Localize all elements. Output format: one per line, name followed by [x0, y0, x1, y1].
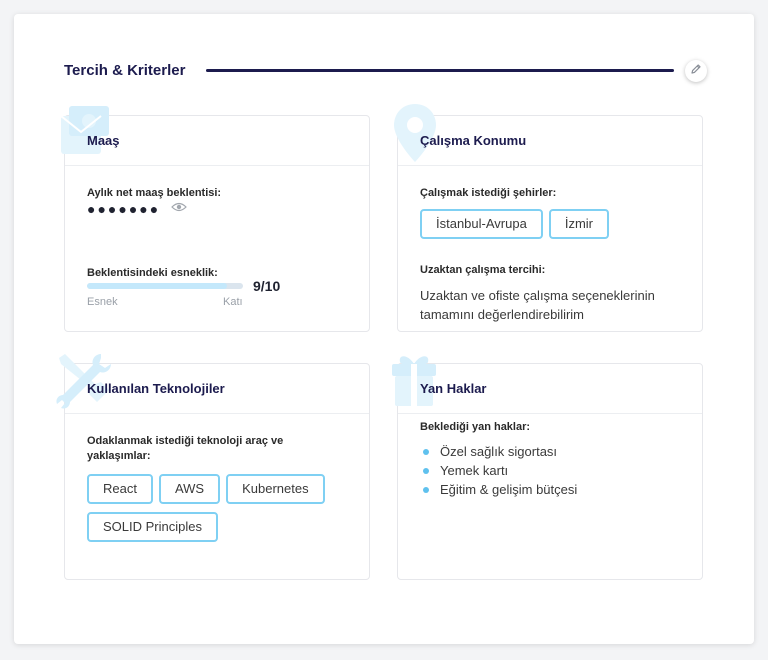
- section-title: Tercih & Kriterler: [64, 62, 186, 79]
- location-title: Çalışma Konumu: [420, 133, 527, 148]
- list-item: Yemek kartı: [420, 461, 577, 480]
- technologies-focus-label: Odaklanmak istediği teknoloji araç ve yaklaşımlar:: [87, 435, 284, 462]
- location-card-header: [398, 116, 702, 166]
- benefits-title: Yan Haklar: [420, 381, 487, 396]
- remote-value: Uzaktan ve ofiste çalışma seçeneklerinin tamamını değerlendirebilirim: [420, 288, 655, 322]
- masked-salary-value: ●●●●●●●: [87, 201, 161, 217]
- flexibility-min-label: Esnek: [87, 296, 118, 308]
- benefits-list: [420, 442, 577, 499]
- salary-card: [64, 115, 370, 332]
- city-tag: İstanbul-Avrupa: [420, 209, 543, 239]
- title-divider: [206, 69, 674, 72]
- flexibility-slider: [87, 283, 243, 289]
- flexibility-slider-fill: [87, 283, 227, 289]
- list-item: Eğitim & gelişim bütçesi: [420, 480, 577, 499]
- flexibility-label: Beklentisindeki esneklik:: [87, 267, 218, 279]
- city-tag: İzmir: [549, 209, 609, 239]
- flexibility-value: 9/10: [253, 278, 281, 294]
- salary-title: Maaş: [87, 133, 120, 148]
- salary-card-header: [65, 116, 369, 166]
- technology-tags: [87, 474, 367, 550]
- cities-label: Çalışmak istediği şehirler:: [420, 187, 557, 199]
- remote-label: Uzaktan çalışma tercihi:: [420, 264, 546, 276]
- edit-button[interactable]: [685, 60, 707, 82]
- eye-icon[interactable]: [171, 200, 187, 218]
- flexibility-max-label: Katı: [223, 296, 243, 308]
- pencil-icon: [690, 62, 702, 80]
- technologies-card-header: [65, 364, 369, 414]
- benefits-card-header: [398, 364, 702, 414]
- technology-tag: SOLID Principles: [87, 512, 218, 542]
- cities-tags: [420, 209, 700, 247]
- preferences-panel: [14, 14, 754, 644]
- list-item: Özel sağlık sigortası: [420, 442, 577, 461]
- technologies-title: Kullanılan Teknolojiler: [87, 381, 225, 396]
- technology-tag: Kubernetes: [226, 474, 325, 504]
- benefits-card: [397, 363, 703, 580]
- monthly-salary-label: Aylık net maaş beklentisi:: [87, 187, 222, 199]
- benefits-label: Beklediği yan haklar:: [420, 421, 531, 433]
- technologies-card: [64, 363, 370, 580]
- technology-tag: AWS: [159, 474, 220, 504]
- location-card: [397, 115, 703, 332]
- technology-tag: React: [87, 474, 153, 504]
